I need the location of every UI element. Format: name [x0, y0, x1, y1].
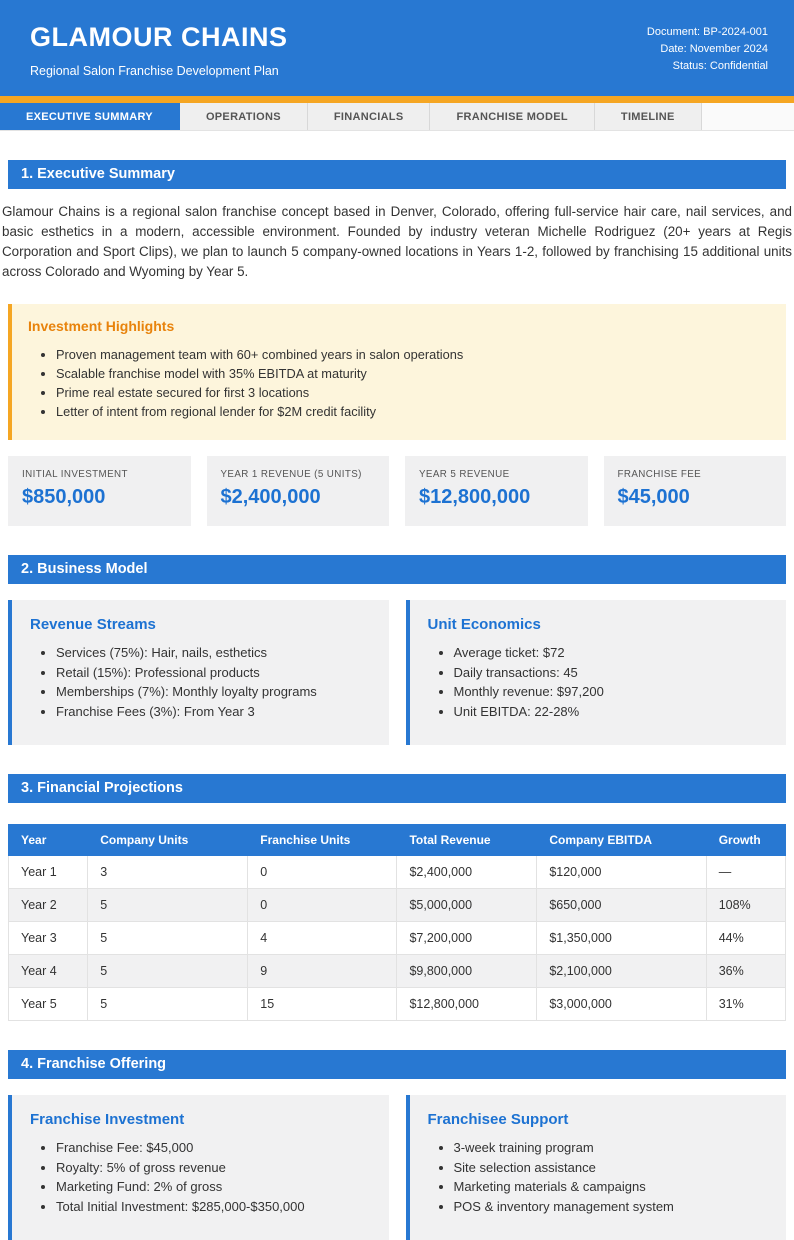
- table-cell: 5: [88, 922, 248, 955]
- info-card-title: Unit Economics: [427, 616, 541, 633]
- table-cell: 44%: [706, 922, 785, 955]
- table-row: [9, 856, 786, 889]
- tab-executive-summary[interactable]: EXECUTIVE SUMMARY: [0, 103, 180, 130]
- table-row: [9, 988, 786, 1021]
- info-card-list: [30, 1138, 371, 1216]
- list-item: • Memberships (7%): Monthly loyalty programs: [56, 682, 371, 702]
- list-item: • Letter of intent from regional lender for $2M credit facility: [56, 404, 770, 420]
- table-cell: 5: [88, 889, 248, 922]
- stat-label: INITIAL INVESTMENT: [22, 469, 128, 480]
- info-card: [8, 600, 389, 745]
- investment-highlights-box: [8, 304, 786, 440]
- executive-summary-paragraph: Glamour Chains is a regional salon franchise concept based in Denver, Colorado, offering full-service hair care, nail services, and basic esthetics in a modern, accessible environment. Founded by industry veteran Michelle Rodriguez (20+ years at Regis Corporation and Sport Clips), we plan to launch 5 company-owned locations in Years 1-2, followed by franchising 15 additional units across Colorado and Wyoming by Year 5.: [2, 204, 792, 279]
- table-cell: $12,800,000: [397, 988, 537, 1021]
- table-cell: 9: [248, 955, 397, 988]
- tab-bar: [0, 103, 794, 131]
- stat-card: [8, 456, 191, 526]
- table-cell: Year 4: [9, 955, 88, 988]
- table-column-header: Year: [9, 825, 88, 856]
- table-column-header: Growth: [706, 825, 785, 856]
- table-cell: $120,000: [537, 856, 706, 889]
- table-column-header: Franchise Units: [248, 825, 397, 856]
- info-card: [406, 1095, 787, 1240]
- stat-value: $45,000: [617, 486, 690, 508]
- table-cell: $650,000: [537, 889, 706, 922]
- table-row: [9, 955, 786, 988]
- list-item: • POS & inventory management system: [454, 1197, 769, 1217]
- header-title-block: [30, 22, 288, 78]
- table-cell: Year 1: [9, 856, 88, 889]
- info-card-title: Franchisee Support: [427, 1111, 569, 1128]
- list-item: • Royalty: 5% of gross revenue: [56, 1158, 371, 1178]
- table-cell: $1,350,000: [537, 922, 706, 955]
- stat-card: [604, 456, 787, 526]
- document-body: [0, 160, 794, 1240]
- tab-operations[interactable]: OPERATIONS: [180, 103, 308, 130]
- table-column-header: Company Units: [88, 825, 248, 856]
- financial-projections-table: [8, 824, 786, 1021]
- list-item: • 3-week training program: [454, 1138, 769, 1158]
- document-meta-line: Status: Confidential: [672, 60, 768, 72]
- info-card-title: Franchise Investment: [30, 1111, 185, 1128]
- list-item: • Total Initial Investment: $285,000-$350,000: [56, 1197, 371, 1217]
- list-item: • Retail (15%): Professional products: [56, 663, 371, 683]
- stat-label: YEAR 1 REVENUE (5 UNITS): [220, 469, 362, 480]
- stat-value: $850,000: [22, 486, 106, 508]
- table-column-header: Company EBITDA: [537, 825, 706, 856]
- key-stats-row: [8, 456, 786, 526]
- list-item: • Site selection assistance: [454, 1158, 769, 1178]
- table-cell: $2,400,000: [397, 856, 537, 889]
- stat-value: $12,800,000: [419, 486, 531, 508]
- stat-label: FRANCHISE FEE: [617, 469, 702, 480]
- list-item: • Franchise Fees (3%): From Year 3: [56, 702, 371, 722]
- document-meta: [647, 22, 768, 75]
- list-item: • Marketing Fund: 2% of gross: [56, 1177, 371, 1197]
- section-heading-franchise-offering: 4. Franchise Offering: [8, 1050, 786, 1079]
- table-cell: 0: [248, 856, 397, 889]
- table-cell: 0: [248, 889, 397, 922]
- page-title: GLAMOUR CHAINS: [30, 22, 288, 52]
- info-card-title: Revenue Streams: [30, 616, 156, 633]
- table-cell: 5: [88, 988, 248, 1021]
- info-card: [8, 1095, 389, 1240]
- table-cell: Year 5: [9, 988, 88, 1021]
- list-item: • Daily transactions: 45: [454, 663, 769, 683]
- table-cell: $7,200,000: [397, 922, 537, 955]
- info-card: [406, 600, 787, 745]
- list-item: • Average ticket: $72: [454, 643, 769, 663]
- stat-card: [207, 456, 390, 526]
- document-header: [0, 0, 794, 96]
- stat-card: [405, 456, 588, 526]
- table-header-row: [9, 825, 786, 856]
- list-item: • Monthly revenue: $97,200: [454, 682, 769, 702]
- accent-divider: [0, 96, 794, 103]
- section-heading-business-model: 2. Business Model: [8, 555, 786, 584]
- document-meta-line: Date: November 2024: [660, 43, 768, 55]
- list-item: • Franchise Fee: $45,000: [56, 1138, 371, 1158]
- list-item: • Marketing materials & campaigns: [454, 1177, 769, 1197]
- business-model-cards: [8, 600, 786, 745]
- franchise-offering-cards: [8, 1095, 786, 1240]
- table-cell: Year 2: [9, 889, 88, 922]
- table-cell: 3: [88, 856, 248, 889]
- section-heading-executive-summary: 1. Executive Summary: [8, 160, 786, 189]
- table-cell: $2,100,000: [537, 955, 706, 988]
- table-cell: Year 3: [9, 922, 88, 955]
- document-meta-line: Document: BP-2024-001: [646, 26, 768, 38]
- tab-franchise-model[interactable]: FRANCHISE MODEL: [430, 103, 594, 130]
- table-cell: $3,000,000: [537, 988, 706, 1021]
- table-cell: 108%: [706, 889, 785, 922]
- table-row: [9, 922, 786, 955]
- table-cell: 31%: [706, 988, 785, 1021]
- info-card-list: [428, 643, 769, 721]
- table-row: [9, 889, 786, 922]
- table-cell: $5,000,000: [397, 889, 537, 922]
- list-item: • Scalable franchise model with 35% EBITDA at maturity: [56, 366, 770, 382]
- table-cell: $9,800,000: [397, 955, 537, 988]
- page-subtitle: Regional Salon Franchise Development Plan: [30, 64, 279, 78]
- table-cell: 36%: [706, 955, 785, 988]
- table-cell: 15: [248, 988, 397, 1021]
- list-item: • Proven management team with 60+ combined years in salon operations: [56, 347, 770, 363]
- list-item: • Prime real estate secured for first 3 locations: [56, 385, 770, 401]
- table-cell: 5: [88, 955, 248, 988]
- table-cell: —: [706, 856, 785, 889]
- investment-highlights-heading: Investment Highlights: [28, 318, 175, 334]
- table-cell: 4: [248, 922, 397, 955]
- table-column-header: Total Revenue: [397, 825, 537, 856]
- list-item: • Unit EBITDA: 22-28%: [454, 702, 769, 722]
- stat-value: $2,400,000: [220, 486, 321, 508]
- tab-timeline[interactable]: TIMELINE: [595, 103, 702, 130]
- section-heading-financial-projections: 3. Financial Projections: [8, 774, 786, 803]
- list-item: • Services (75%): Hair, nails, esthetics: [56, 643, 371, 663]
- investment-highlights-list: [28, 347, 770, 420]
- info-card-list: [428, 1138, 769, 1216]
- tab-financials[interactable]: FINANCIALS: [308, 103, 431, 130]
- stat-label: YEAR 5 REVENUE: [419, 469, 510, 480]
- info-card-list: [30, 643, 371, 721]
